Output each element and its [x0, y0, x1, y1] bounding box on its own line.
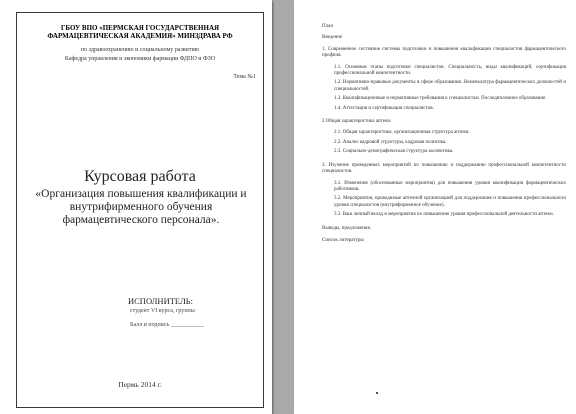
document-type: Курсовая работа [84, 168, 196, 185]
ministry-line: по здравоохранению и социальному развитию [80, 47, 200, 53]
toc-references: Список литературы [322, 237, 364, 243]
table-of-contents [322, 24, 566, 244]
toc-heading: План [322, 24, 334, 29]
topic-number: Тема №1 [233, 74, 256, 80]
toc-item-3-3: 3.3. Ваш личный вклад в мероприятия по повышению уровня профессиональной деятельности аптеки. [334, 212, 554, 218]
toc-item-1-3: 1.3. Квалификационные и нормативные требования к специалистам. Последипломное образование. [334, 96, 547, 102]
toc-item-2-2: 2.2. Анализ кадровой структуры, кадровая политика. [334, 139, 447, 145]
toc-section-1: 1. Современное состояние системы подготовки и повышения квалификации специалистов фармацевтического профиля. [322, 46, 566, 59]
toc-item-1-2: 1.2. Нормативно-правовые документы в сфере образования. Номенклатура фармацевтических должностей и специальностей. [334, 80, 566, 92]
toc-item-1-4: 1.4. Аттестация и сертификация специалистов. [334, 105, 434, 111]
executor-student: студент VI курса, группы [130, 308, 195, 314]
city-year: Пермь 2014 г. [118, 380, 162, 389]
toc-item-1-1: 1.1. Основные этапы подготовки специалистов. Специальность, виды квалификаций, сертификация профессиональной компетентности. [334, 64, 566, 77]
toc-page [294, 0, 576, 414]
toc-conclusions: Выводы, предложения. [322, 225, 372, 231]
executor-signature: Балл и подпись ___________ [130, 322, 204, 328]
page-mark [376, 392, 378, 394]
executor-label: ИСПОЛНИТЕЛЬ: [128, 296, 193, 306]
toc-item-3-1: 3.1. Изменения (обоснованные мероприятия) для повышения уровня квалификации фармацевтических работников. [334, 180, 566, 192]
work-title: «Организация повышения квалификации и внутрифирменного обучения фармацевтического персонала». [35, 188, 247, 226]
toc-item-2-3: 2.3. Социально-демографическая структура коллектива. [334, 149, 454, 155]
university-name: ГБОУ ВПО «ПЕРМСКАЯ ГОСУДАРСТВЕННАЯ ФАРМАЦЕВТИЧЕСКАЯ АКАДЕМИЯ» МИНЗДРАВА РФ [47, 24, 233, 40]
cover-page [0, 0, 272, 414]
toc-intro: Введение [322, 35, 343, 41]
toc-section-2: 2.Общая характеристика аптеки. [322, 119, 392, 125]
toc-item-3-2: 3.2. Мероприятия, проводимые аптечной организацией для поддержания и повышения профессионального уровня специалистов (внутрифирменное обучение). [334, 196, 566, 208]
toc-section-3: 3. Изучение проведенных мероприятий по повышению и поддержанию профессиональной компетентности специалистов. [322, 162, 566, 175]
department-line: Кафедра управления и экономики фармации ФДПО и ФЗО [64, 56, 216, 62]
toc-item-2-1: 2.1. Общая характеристика, организационная структура аптеки. [334, 130, 470, 136]
